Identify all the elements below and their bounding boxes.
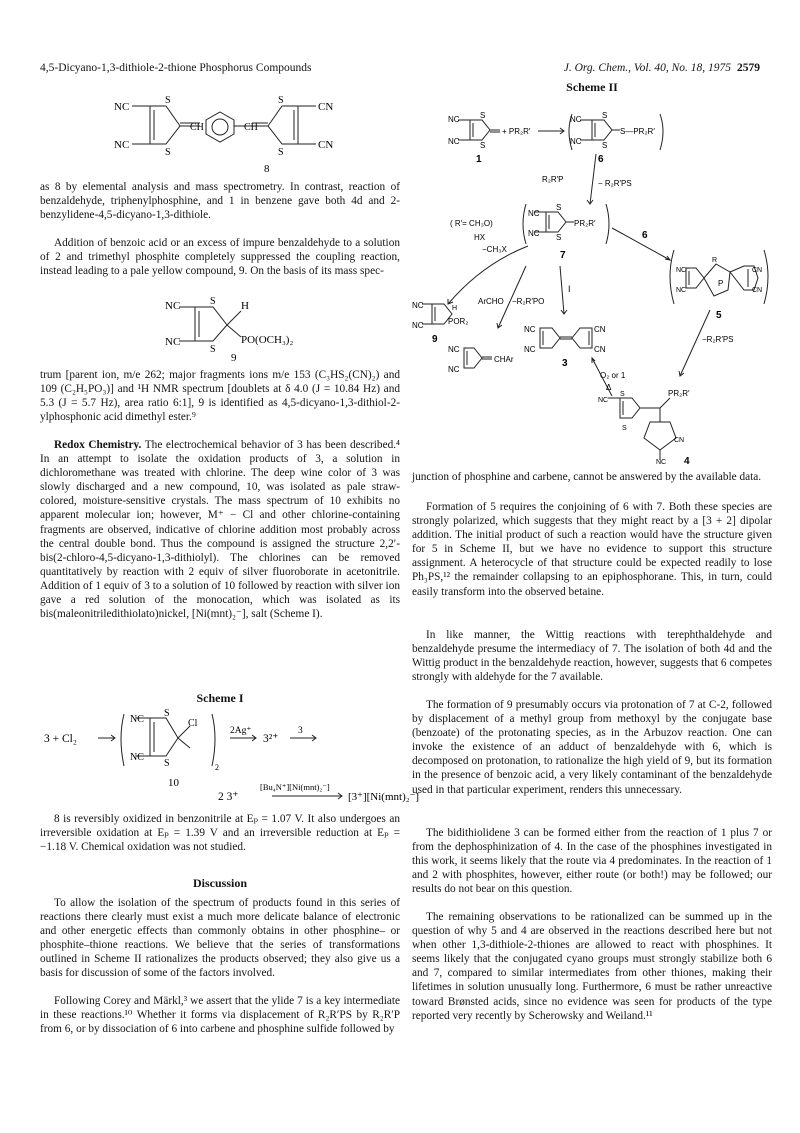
scheme-1-s: S bbox=[164, 708, 170, 719]
scheme-1-arrow-reagent: 3 bbox=[298, 726, 303, 736]
discussion-heading: Discussion bbox=[192, 876, 248, 890]
paragraph: 8 is reversibly oxidized in benzonitrile at Eₚ = 1.07 V. It also undergoes an irreversible oxidation at Eₚ = 1.39 V and an irreversible reduction at Eₚ = −1.18 V. Chemical oxidation was not studied. bbox=[40, 813, 400, 854]
scheme-1-reactants: 3 + Cl₂ bbox=[44, 733, 77, 745]
scheme-1-arrow-reagent: [Bu₄N⁺][Ni(mnt)₂⁻] bbox=[260, 782, 330, 792]
scheme-2-label-7: 7 bbox=[560, 250, 566, 261]
structure-8-s: S bbox=[165, 147, 171, 158]
scheme-2-p: P bbox=[718, 279, 724, 288]
scheme-2-nc: NC bbox=[448, 365, 460, 374]
scheme-2-diagram bbox=[412, 96, 772, 466]
scheme-1-s: S bbox=[164, 758, 170, 769]
paragraph: as 8 by elemental analysis and mass spectrometry. In contrast, reaction of benzaldehyde, triphenylphosphine, and 1 in benzene gave both 4d and 2-benzylidene-4,5-dicyano-1,3-dithiole. bbox=[40, 181, 400, 222]
structure-8-nc-top: NC bbox=[114, 101, 130, 113]
structure-9-label: 9 bbox=[231, 352, 237, 364]
scheme-2-label-9: 9 bbox=[432, 334, 438, 345]
scheme-2-s: S bbox=[480, 141, 486, 150]
scheme-2-s: S bbox=[622, 425, 627, 432]
scheme-1-diagram bbox=[40, 708, 420, 810]
scheme-2-nc: NC bbox=[524, 345, 536, 354]
paragraph: The remaining observations to be rationalized can be summed up in the question of why 5 and 4 are observed in the reactions described here but not when other 1,3-dithiole-2-thiones are allowed to react with phosphines. It seems likely that the conjugated cyano groups must strongly stabilize both 6 and 7, compared to similar intermediates from other thiones, making their lifetimes in solution unusually long. Furthermore, 6 must be rather unreactive toward Brønsted acids, since no evidence was seen for products of the type reported very recently by Scherowsky and Weiland.¹¹ bbox=[412, 911, 772, 1022]
scheme-1-product: 3²⁺ bbox=[263, 733, 279, 745]
structure-8-nc-bottom: NC bbox=[114, 139, 130, 151]
scheme-2-conditions: ( R′= CH₃O) bbox=[450, 219, 493, 228]
scheme-2-label-1: 1 bbox=[476, 154, 482, 165]
scheme-2-nc: NC bbox=[570, 115, 582, 124]
page-number: 2579 bbox=[737, 62, 760, 74]
scheme-1-subscript: 2 bbox=[215, 763, 219, 772]
scheme-2-nc: NC bbox=[448, 115, 460, 124]
structure-8-ch: CH bbox=[244, 122, 258, 133]
structure-8-ch: CH bbox=[190, 122, 204, 133]
scheme-2-nc: NC bbox=[448, 137, 460, 146]
scheme-2-delta: Δ bbox=[606, 383, 612, 392]
scheme-2-s: S bbox=[602, 141, 608, 150]
structure-9-nc-bottom: NC bbox=[165, 336, 181, 348]
structure-9-diagram bbox=[165, 295, 315, 365]
scheme-2-nc: NC bbox=[412, 301, 424, 310]
structure-9-h: H bbox=[241, 300, 249, 312]
structure-9-s: S bbox=[210, 344, 216, 355]
structure-8-cn-bottom: CN bbox=[318, 139, 334, 151]
running-title: 4,5-Dicyano-1,3-dithiole-2-thione Phosphorus Compounds bbox=[40, 62, 312, 74]
scheme-2-label-6: 6 bbox=[598, 154, 604, 165]
scheme-2-arrow-i: I bbox=[568, 284, 571, 294]
structure-9-s: S bbox=[210, 296, 216, 307]
structure-8-label: 8 bbox=[264, 163, 270, 175]
scheme-2-s: S bbox=[556, 233, 562, 242]
scheme-1-nc: NC bbox=[130, 752, 144, 763]
scheme-2-ch3x: −CH₃X bbox=[482, 245, 507, 254]
paragraph-body: The electrochemical behavior of 3 has been described.⁴ In an attempt to isolate the oxidation products of 3, a solution in dichloromethane was treated with chlorine. The deep wine color of 3 was slowly discharged and a new compound, 10, was isolated as pale straw-colored, moisture-sensitive crystals. The mass spectrum of 10 exhibits no apparent molecular ion; however, M⁺ − Cl and other chlorine-containing fragments are observed, indicative of chlorine addition most probably across the central double bond. Thus the compound is assigned the structure 2,2′-bis(2-chloro-4,5-dicyano-1,3-dithiolyl). The chlorines can be removed quantitatively by reaction with 2 equiv of silver fluoroborate in acetonitrile. Addition of 1 equiv of 3 to a solution of 10 followed by reaction with silver ion gave a red solution of the monocation, which was isolated as its bis(maleonitriledithiolato)nickel, [Ni(mnt)₂⁻], salt (Scheme I). bbox=[40, 439, 400, 621]
paragraph: Addition of benzoic acid or an excess of impure benzaldehyde to a solution of 2 and trimethyl phosphite completely suppressed the coupling reaction, instead leading to a pale yellow compound, 9. On the basis of its mass spec- bbox=[40, 237, 400, 278]
journal-name: J. Org. Chem., Vol. 40, No. 18, 1975 bbox=[563, 62, 731, 74]
scheme-2-r: R bbox=[712, 257, 718, 264]
structure-8-diagram bbox=[110, 92, 350, 178]
structure-8-s: S bbox=[165, 95, 171, 106]
scheme-2-cn: CN bbox=[674, 437, 685, 444]
paragraph: Formation of 5 requires the conjoining of 6 with 7. Both these species are strongly polarized, which suggests that they might react by a [3 + 2] dipolar addition. The initial product of such a reaction would have the structure given for 5 in Scheme II, but we have no evidence to support this structure assignment. A heterocycle of that structure could be expected readily to lose Ph₃PS,¹² the remainder collapsing to an epiphosphorane. This, in turn, could easily transform into the observed betaine. bbox=[412, 501, 772, 598]
scheme-2-nc: NC bbox=[598, 397, 609, 404]
run-in-heading: Redox Chemistry. bbox=[54, 439, 142, 451]
scheme-2-pr2r: PR₂R′ bbox=[668, 389, 690, 398]
scheme-2-nc: NC bbox=[524, 325, 536, 334]
scheme-2-label-5: 5 bbox=[716, 310, 722, 321]
scheme-2-nc: NC bbox=[676, 267, 687, 274]
scheme-2-chr: CHAr bbox=[494, 355, 514, 364]
scheme-1-arrow-reagent: 2Ag⁺ bbox=[230, 726, 252, 736]
scheme-2-archo: ArCHO bbox=[478, 297, 504, 306]
paragraph bbox=[40, 438, 400, 621]
scheme-2-nc: NC bbox=[656, 459, 667, 466]
scheme-2-h: H bbox=[452, 305, 458, 312]
scheme-2-label-3: 3 bbox=[562, 358, 568, 369]
structure-8-s: S bbox=[278, 95, 284, 106]
scheme-2-ylide-7: PR₂R′ bbox=[574, 219, 596, 228]
scheme-2-cn: CN bbox=[594, 345, 606, 354]
scheme-2-title: Scheme II bbox=[566, 80, 618, 94]
compound-10-label: 10 bbox=[168, 777, 179, 789]
scheme-2-nc: NC bbox=[528, 229, 540, 238]
paragraph: The formation of 9 presumably occurs via protonation of 7 at C-2, followed by displacement of a methyl group from methoxyl by the conjugate base (benzoate) of the protonating species, as in the Arbuzov reaction. One can invoke the existence of an adduct of benzaldehyde with 6, which is decomposed on protonation, to rationalize the high yield of 9, but its formation in the presence of benzoic acid, a very likely contaminant of the benzaldehyde used in that particular experiment, renders this unnecessary. bbox=[412, 699, 772, 796]
scheme-2-reagent-top: + PR₂R′ bbox=[502, 127, 531, 136]
paragraph: In like manner, the Wittig reactions with terephthaldehyde and benzaldehyde presume the intermediacy of 7. The isolation of both 4d and the Wittig product in the benzaldehyde reaction, however, suggests that 6 competes strongly with aldehyde for the 7 available. bbox=[412, 629, 772, 684]
scheme-1-cl: Cl bbox=[188, 718, 198, 729]
scheme-2-ylide-6: S—PR₂R′ bbox=[620, 127, 655, 136]
scheme-2-nc: NC bbox=[570, 137, 582, 146]
structure-8-cn-top: CN bbox=[318, 101, 334, 113]
scheme-2-s: S bbox=[480, 111, 486, 120]
paragraph: Following Corey and Märkl,³ we assert that the ylide 7 is a key intermediate in these reactions.¹⁰ Whether it forms via displacement of R₂R′PS by R₂R′P from 6, or by dissociation of 6 into carbene and phosphine sulfide followed by bbox=[40, 995, 400, 1036]
journal-citation bbox=[564, 62, 760, 74]
scheme-2-cn: CN bbox=[752, 267, 763, 274]
structure-8-s: S bbox=[278, 147, 284, 158]
scheme-1-line2-product: [3⁺][Ni(mnt)₂⁻] bbox=[348, 791, 420, 803]
structure-9-nc-top: NC bbox=[165, 300, 181, 312]
scheme-2-nc: NC bbox=[528, 209, 540, 218]
scheme-2-nc: NC bbox=[448, 345, 460, 354]
scheme-2-s: S bbox=[602, 111, 608, 120]
scheme-2-nc: NC bbox=[676, 287, 687, 294]
scheme-1-nc: NC bbox=[130, 714, 144, 725]
scheme-2-hx: HX bbox=[474, 233, 486, 242]
paragraph: The bidithiolidene 3 can be formed either from the reaction of 1 plus 7 or from the dephosphinization of 4. In the case of the phosphines investigated in this work, it seems likely that the route via 4 predominates. In the reaction of 1 and 2 with phosphites, however, either route (or both!) may be followed; our results do not bear on this question. bbox=[412, 827, 772, 896]
scheme-2-cn: CN bbox=[594, 325, 606, 334]
paragraph: junction of phosphine and carbene, cannot be answered by the available data. bbox=[412, 471, 762, 483]
paragraph: trum [parent ion, m/e 262; major fragments ions m/e 153 (C₃HS₂(CN)₂) and 109 (C₂H₅PO₃)] and ¹H NMR spectrum [doublets at δ 4.0 (J = 10.84 Hz) and 5.3 (J = 5.7 Hz), area ratio 6:1], 9 is identified as 4,5-dicyano-1,3-dithiol-2-ylphosphonic acid dimethyl ester.⁹ bbox=[40, 369, 400, 424]
paragraph: To allow the isolation of the spectrum of products found in this series of reactions there clearly must exist a much more delicate balance of electronic and other energetic effects than commonly obtains in other phosphine– or phosphite–thione reactions. We believe that the series of transformations outlined in Scheme II rationalizes the products observed; they also give us a basis for discussion of some of the factors involved. bbox=[40, 897, 400, 980]
scheme-2-phosphine-oxide: −R₂R′PO bbox=[512, 297, 545, 306]
scheme-2-s: S bbox=[556, 203, 562, 212]
scheme-1-title: Scheme I bbox=[196, 691, 244, 705]
scheme-2-arrow-reagent: R₂R′P bbox=[542, 175, 564, 184]
scheme-2-por2: POR₂ bbox=[448, 317, 469, 326]
scheme-2-arrow-byproduct: −R₂R′PS bbox=[702, 335, 734, 344]
scheme-2-s: S bbox=[620, 391, 625, 398]
scheme-2-cn: CN bbox=[752, 287, 763, 294]
scheme-1-line2-reactant: 2 3⁺ bbox=[218, 791, 239, 803]
scheme-2-o2: O₂ or 1 bbox=[600, 371, 626, 380]
scheme-2-arrow-label-6: 6 bbox=[642, 230, 648, 241]
scheme-2-arrow-byproduct: − R₂R′PS bbox=[598, 179, 632, 188]
scheme-2-nc: NC bbox=[412, 321, 424, 330]
structure-9-substituent: PO(OCH₃)₂ bbox=[241, 334, 294, 346]
scheme-2-label-4: 4 bbox=[684, 456, 690, 467]
